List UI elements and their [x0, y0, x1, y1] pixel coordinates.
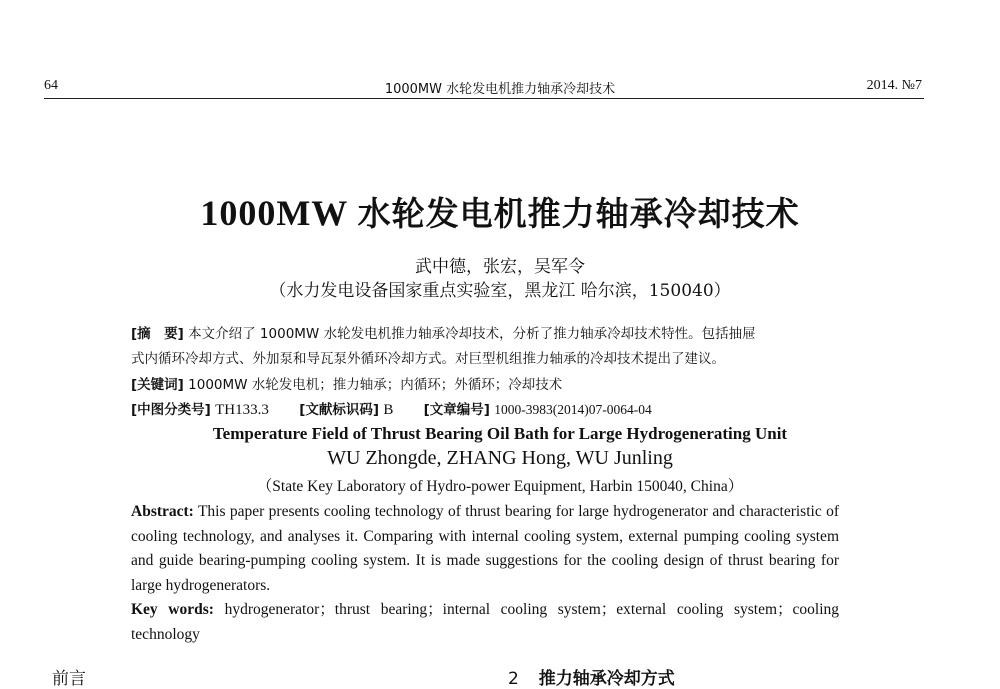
abstract-cn-line2: 式内循环冷却方式、外加泵和导瓦泵外循环冷却方式。对巨型机组推力轴承的冷却技术提出了建议。	[131, 351, 725, 367]
section-2-title: 推力轴承冷却方式	[538, 669, 675, 689]
section-2-heading	[508, 664, 675, 689]
doc-code-value: B	[383, 402, 394, 418]
foreword-heading: 前言	[52, 669, 86, 689]
section-2-number: 2	[508, 669, 519, 689]
classification-line	[131, 398, 851, 419]
article-no-value: 1000-3983(2014)07-0064-04	[494, 402, 652, 417]
english-keywords-text: hydrogenerator；thrust bearing；internal cooling system；external cooling system；cooling technology	[131, 601, 839, 643]
keywords-cn	[131, 373, 851, 393]
affiliation-cn: （水力发电设备国家重点实验室，黑龙江 哈尔滨，150040）	[269, 281, 731, 301]
title-prefix: 1000MW	[200, 193, 348, 233]
english-abstract-label: Abstract:	[131, 503, 194, 520]
title-main: 水轮发电机推力轴承冷却技术	[357, 194, 800, 233]
running-title: 1000MW 水轮发电机推力轴承冷却技术	[384, 82, 616, 97]
english-authors: WU Zhongde, ZHANG Hong, WU Junling	[327, 447, 673, 469]
english-affiliation: （State Key Laboratory of Hydro-power Equipment, Harbin 150040, China）	[256, 478, 744, 495]
english-abstract-text: This paper presents cooling technology of thrust bearing for large hydrogenerator and characteristic of cooling technology, and analyses it. Comparing with internal cooling system, external pumping cooling system and guide bearing-pumping cooling system. It is made suggestions for the cooling design of thrust bearing for large hydrogenerators.	[131, 503, 839, 594]
page-number: 64	[44, 78, 58, 93]
english-title: Temperature Field of Thrust Bearing Oil Bath for Large Hydrogenerating Unit	[212, 424, 788, 443]
keywords-cn-label: [关键词]	[131, 377, 184, 393]
abstract-cn-text1: 本文介绍了 1000MW 水轮发电机推力轴承冷却技术，分析了推力轴承冷却技术特性。包括抽屉	[188, 326, 756, 342]
paper-title	[0, 188, 1000, 235]
abstract-cn-label: [摘 要]	[131, 326, 184, 342]
header-rule	[44, 98, 924, 99]
doc-code-label: [文献标识码]	[299, 402, 380, 418]
english-keywords-label: Key words:	[131, 601, 214, 618]
clc-value: TH133.3	[215, 402, 269, 418]
keywords-cn-text: 1000MW 水轮发电机；推力轴承；内循环；外循环；冷却技术	[188, 377, 563, 393]
authors-cn: 武中德，张宏，吴军令	[415, 257, 585, 277]
abstract-cn-line1	[131, 322, 851, 342]
english-keywords	[131, 598, 839, 647]
issue-number: 2014. №7	[866, 78, 922, 93]
clc-label: [中图分类号]	[131, 402, 211, 418]
article-no-label: [文章编号]	[423, 402, 490, 418]
english-abstract	[131, 500, 839, 598]
